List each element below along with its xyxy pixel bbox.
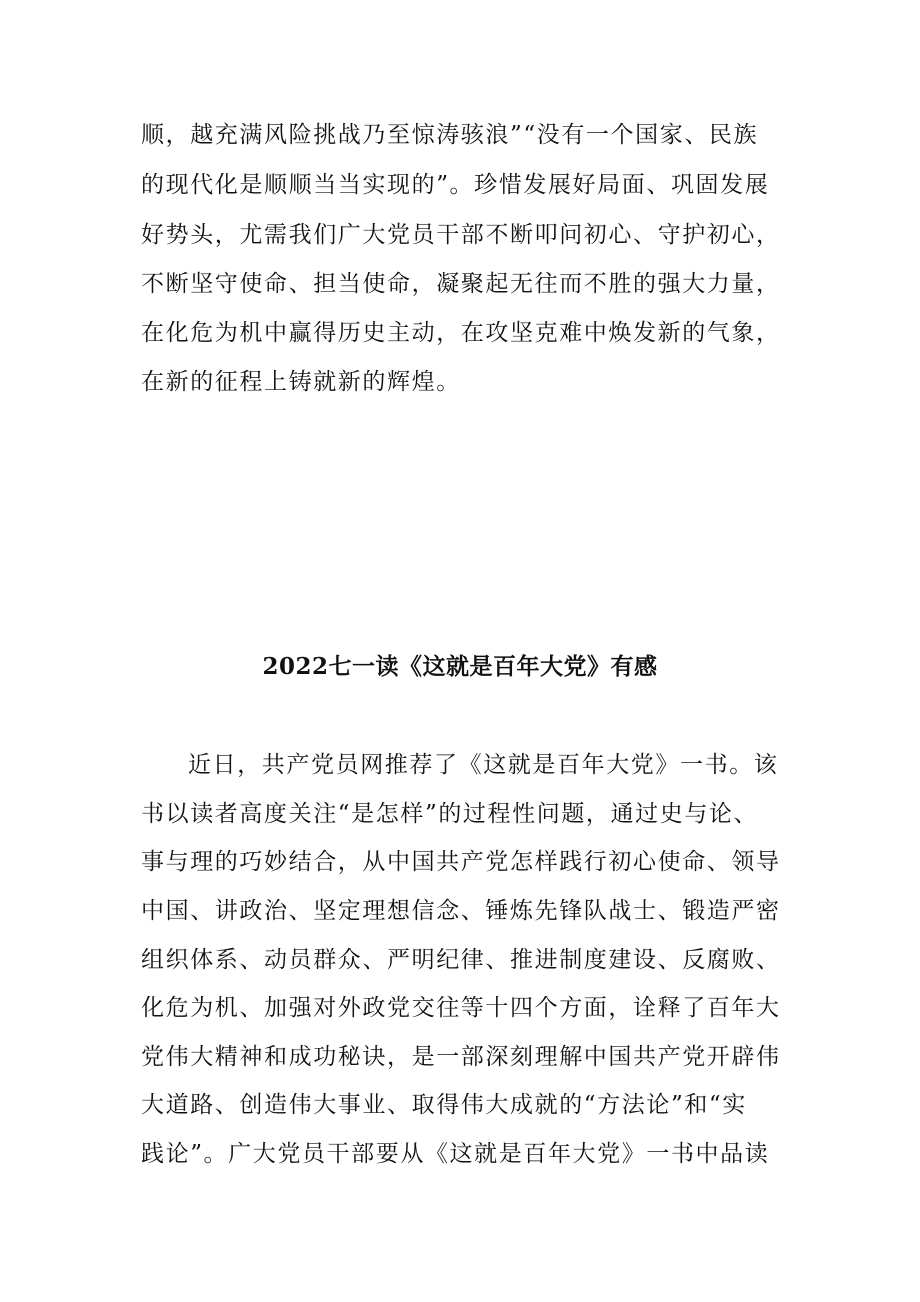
paragraph-line: 书以读者高度关注“是怎样”的过程性问题，通过史与论、 (141, 801, 759, 827)
paragraph-line: 的现代化是顺顺当当实现的”。珍惜发展好局面、巩固发展 (141, 172, 770, 198)
paragraph-line: 好势头，尤需我们广大党员干部不断叩问初心、守护初心， (141, 222, 781, 248)
paragraph-line: 践论”。广大党员干部要从《这就是百年大党》一书中品读 (141, 1141, 770, 1167)
article-title: 2022七一读《这就是百年大党》有感 (262, 653, 658, 680)
paragraph-line: 在新的征程上铸就新的辉煌。 (141, 369, 461, 395)
paragraph-line: 顺，越充满风险挑战乃至惊涛骇浪”“没有一个国家、民族 (141, 122, 759, 148)
paragraph-line: 化危为机、加强对外政党交往等十四个方面，诠释了百年大 (141, 995, 781, 1021)
paragraph-line: 事与理的巧妙结合，从中国共产党怎样践行初心使命、领导 (141, 849, 781, 875)
paragraph-line: 近日，共产党员网推荐了《这就是百年大党》一书。该 (188, 752, 779, 778)
paragraph-line: 不断坚守使命、担当使命，凝聚起无往而不胜的强大力量， (141, 271, 781, 297)
paragraph-line: 中国、讲政治、坚定理想信念、锤炼先锋队战士、锻造严密 (141, 898, 781, 924)
paragraph-line: 大道路、创造伟大事业、取得伟大成就的“方法论”和“实 (141, 1092, 747, 1118)
paragraph-line: 在化危为机中赢得历史主动，在攻坚克难中焕发新的气象， (141, 320, 781, 346)
paragraph-line: 组织体系、动员群众、严明纪律、推进制度建设、反腐败、 (141, 947, 781, 973)
paragraph-line: 党伟大精神和成功秘诀，是一部深刻理解中国共产党开辟伟 (141, 1044, 781, 1070)
